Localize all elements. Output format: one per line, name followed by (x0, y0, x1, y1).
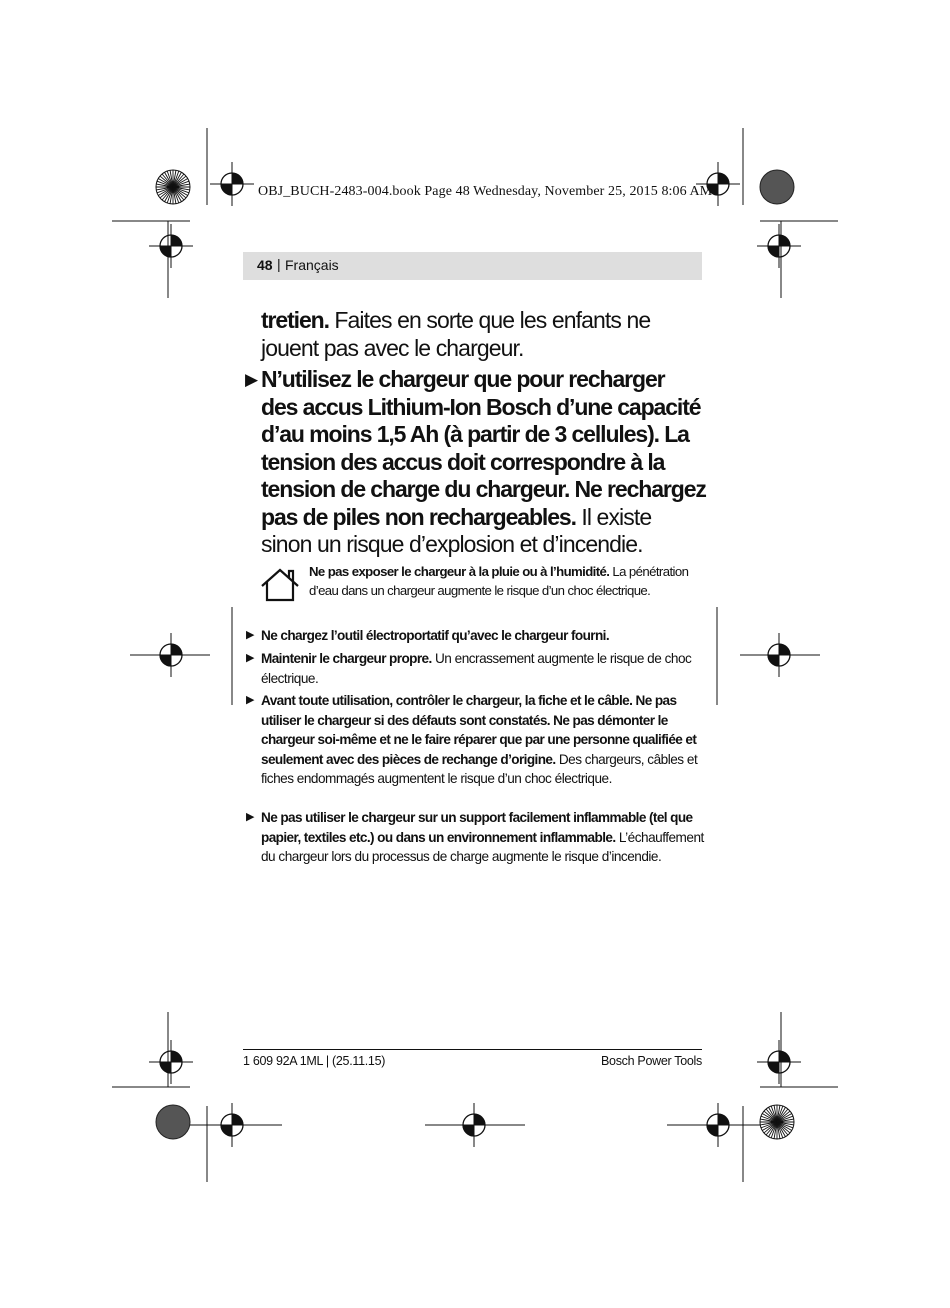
bullet-item (261, 649, 706, 688)
registration-mark-icon (757, 224, 801, 268)
bullet-text: L’échauffement du chargeur lors du processus de charge augmente le risque d’incendie. (261, 829, 704, 864)
charger-warning-paragraph (261, 366, 706, 559)
intro-bold: tretien. (261, 307, 329, 333)
registration-mark-icon (452, 1103, 496, 1147)
bullet-item (261, 626, 706, 646)
grey-target-icon (156, 1105, 190, 1139)
header-separator: | (277, 256, 281, 272)
bullet-item (261, 808, 706, 867)
grey-target-icon (760, 170, 794, 204)
footer-brand: Bosch Power Tools (601, 1054, 702, 1068)
page-header (243, 252, 702, 280)
registration-mark-icon (149, 224, 193, 268)
bullet-bold: Maintenir le chargeur propre. (261, 651, 432, 666)
registration-mark-icon (757, 1040, 801, 1084)
bullet-bold: Avant toute utilisation, contrôler le chargeur, la fiche et le câble. Ne pas utiliser le chargeur si des défauts sont constatés. Ne pas démonter le chargeur soi-même et ne le faire réparer que par une personne qualifiée et seulement avec des pièces de rechange d’origine. (261, 693, 697, 767)
footer-rule (243, 1049, 702, 1050)
bullet-item (261, 691, 706, 789)
bullet-arrow: ▶ (246, 694, 255, 706)
registration-mark-icon (149, 1040, 193, 1084)
footer-document-id: 1 609 92A 1ML | (25.11.15) (243, 1054, 386, 1068)
registration-mark-icon (696, 1103, 740, 1147)
bullet-bold: Ne pas utiliser le chargeur sur un support facilement inflammable (tel que papier, textiles etc.) ou dans un environnement inflammable. (261, 810, 693, 845)
charger-warning-text: Il existe sinon un risque d’explosion et d’incendie. (261, 503, 652, 557)
intro-text: Faites en sorte que les enfants ne jouent pas avec le chargeur. (261, 307, 651, 361)
print-slug: OBJ_BUCH-2483-004.book Page 48 Wednesday, November 25, 2015 8:06 AM (258, 184, 713, 199)
registration-mark-icon (210, 162, 254, 206)
registration-mark-icon (210, 1103, 254, 1147)
charger-warning-bold: N’utilisez le chargeur que pour recharger des accus Lithium-Ion Bosch d’une capacité d’au moins 1,5 Ah (à partir de 3 cellules). La tension des accus doit correspondre à la tension de charge du chargeur. Ne rechargez pas de piles non rechargeables. (261, 366, 706, 530)
bullet-arrow: ▶ (246, 629, 255, 641)
bullet-arrow: ▶ (246, 652, 255, 664)
starburst-target-icon (760, 1105, 794, 1139)
bullet-arrow: ▶ (246, 811, 255, 823)
bullet-text: Des chargeurs, câbles et fiches endommagés augmentent le risque d’un choc électrique. (261, 751, 698, 786)
intro-paragraph (261, 307, 706, 362)
bullet-text: Un encrassement augmente le risque de choc électrique. (261, 651, 692, 686)
rain-warning-bold: Ne pas exposer le chargeur à la pluie ou à l’humidité. (309, 564, 610, 579)
starburst-target-icon (156, 170, 190, 204)
bullet-bold: Ne chargez l’outil électroportatif qu’avec le chargeur fourni. (261, 628, 610, 643)
registration-mark-icon (149, 633, 193, 677)
rain-warning-text: La pénétration d’eau dans un chargeur augmente le risque d’un choc électrique. (309, 564, 689, 598)
bullet-arrow: ▶ (245, 370, 259, 389)
registration-mark-icon (757, 633, 801, 677)
page-number: 48 (257, 257, 273, 273)
header-language: Français (285, 257, 339, 273)
indoor-use-house-icon (259, 566, 301, 604)
rain-warning (309, 562, 707, 600)
